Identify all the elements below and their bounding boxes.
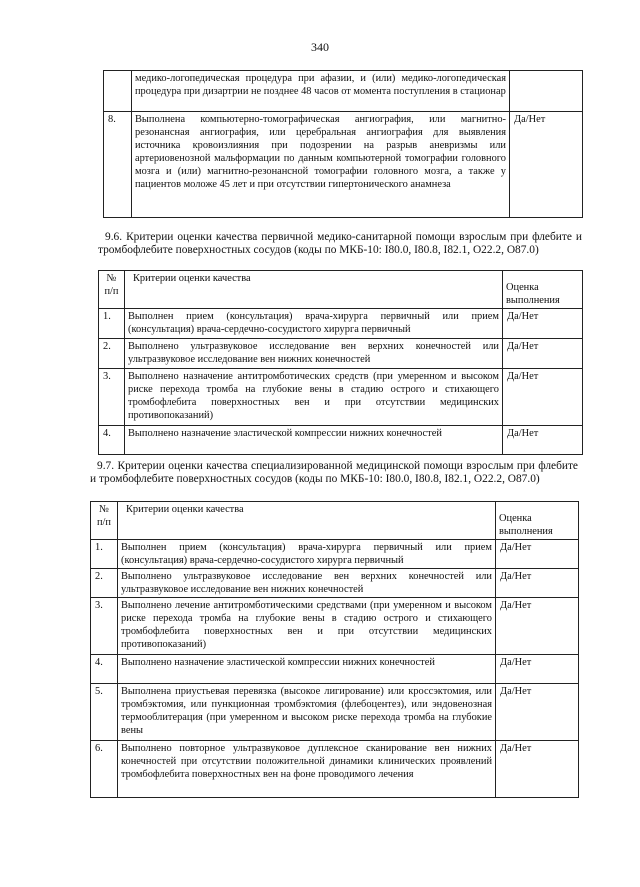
table-row	[104, 71, 583, 112]
header-number: № п/п	[91, 502, 118, 540]
table-header-row	[99, 271, 583, 309]
row-number: 1.	[99, 309, 125, 339]
row-number: 1.	[91, 540, 118, 569]
answer-cell: Да/Нет	[496, 598, 579, 655]
criteria-table-9-7	[90, 501, 579, 798]
criterion-text: Выполнена компьютерно-томографическая ангиография, или магнитно-резонансная ангиография, или церебральная ангиография для выявления источника кровоизлияния при подозрении на разрыв аневризмы или артериовенозной мальформации по данным компьютерной томографии головного мозга и (или) магнитно-резонансной томографии головного мозга, а также у пациентов моложе 45 лет и при отсутствии гипертонического анамнеза	[132, 112, 510, 218]
table-row	[91, 598, 579, 655]
table-row	[91, 540, 579, 569]
answer-cell: Да/Нет	[496, 684, 579, 741]
criterion-text: Выполнено ультразвуковое исследование вен верхних конечностей или ультразвуковое исследование вен нижних конечностей	[118, 569, 496, 598]
header-number: № п/п	[99, 271, 125, 309]
row-number: 5.	[91, 684, 118, 741]
row-number: 4.	[99, 426, 125, 455]
table-row	[91, 655, 579, 684]
header-answer: Оценка выполнения	[496, 502, 579, 540]
answer-cell: Да/Нет	[503, 426, 583, 455]
answer-cell: Да/Нет	[496, 655, 579, 684]
criterion-text: Выполнен прием (консультация) врача-хирурга первичный или прием (консультация) врача-сердечно-сосудистого хирурга первичный	[125, 309, 503, 339]
answer-cell: Да/Нет	[510, 112, 583, 218]
row-number: 6.	[91, 741, 118, 798]
table-row	[91, 741, 579, 798]
section-caption-9-6: 9.6. Критерии оценки качества первичной медико-санитарной помощи взрослым при флебите и тромбофлебите поверхностных сосудов (коды по МКБ-10: I80.0, I80.8, I82.1, O22.2, O87.0)	[98, 231, 582, 256]
criteria-table-continued	[103, 70, 583, 218]
answer-cell: Да/Нет	[496, 569, 579, 598]
answer-cell: Да/Нет	[503, 339, 583, 369]
header-criterion: Критерии оценки качества	[118, 502, 496, 540]
table-row	[104, 112, 583, 218]
page-number: 340	[311, 40, 329, 54]
criterion-text: Выполнен прием (консультация) врача-хирурга первичный или прием (консультация) врача-сердечно-сосудистого хирурга первичный	[118, 540, 496, 569]
table-row	[99, 369, 583, 426]
table-row	[91, 569, 579, 598]
criteria-table-9-6	[98, 270, 583, 455]
table-header-row	[91, 502, 579, 540]
header-criterion: Критерии оценки качества	[125, 271, 503, 309]
criterion-text: Выполнено назначение эластической компрессии нижних конечностей	[125, 426, 503, 455]
answer-cell: Да/Нет	[496, 540, 579, 569]
answer-cell: Да/Нет	[503, 369, 583, 426]
table-row	[91, 684, 579, 741]
criterion-text: Выполнена приустьевая перевязка (высокое лигирование) или кроссэктомия, или тромбэктомия, или пункционная тромбэктомия (флебоцентез), или эндовенозная термооблитерация (при умеренном и высоком риске перехода тромба на глубокие вены	[118, 684, 496, 741]
answer-cell: Да/Нет	[503, 309, 583, 339]
row-number: 3.	[91, 598, 118, 655]
row-number: 3.	[99, 369, 125, 426]
table-row	[99, 309, 583, 339]
criterion-text: Выполнено назначение эластической компрессии нижних конечностей	[118, 655, 496, 684]
header-answer: Оценка выполнения	[503, 271, 583, 309]
answer-cell	[510, 71, 583, 112]
table-row	[99, 339, 583, 369]
row-number: 2.	[91, 569, 118, 598]
row-number: 8.	[104, 112, 132, 218]
answer-cell: Да/Нет	[496, 741, 579, 798]
section-caption-9-7: 9.7. Критерии оценки качества специализированной медицинской помощи взрослым при флебите и тромбофлебите поверхностных сосудов (коды по МКБ-10: I80.0, I80.8, I82.1, O22.2, O87.0)	[90, 460, 578, 485]
table-row	[99, 426, 583, 455]
row-number	[104, 71, 132, 112]
criterion-text: Выполнено ультразвуковое исследование вен верхних конечностей или ультразвуковое исследование вен нижних конечностей	[125, 339, 503, 369]
criterion-text: Выполнено назначение антитромботических средств (при умеренном и высоком риске перехода тромба на глубокие вены в стадию острого и стихающего тромбофлебита поверхностных вен и при отсутствии медицинских противопоказаний)	[125, 369, 503, 426]
row-number: 4.	[91, 655, 118, 684]
criterion-text: Выполнено повторное ультразвуковое дуплексное сканирование вен нижних конечностей при отсутствии положительной динамики клинических проявлений тромбофлебита поверхностных вен на фоне проводимого лечения	[118, 741, 496, 798]
criterion-text: медико-логопедическая процедура при афазии, и (или) медико-логопедическая процедура при дизартрии не позднее 48 часов от момента поступления в стационар	[132, 71, 510, 112]
row-number: 2.	[99, 339, 125, 369]
criterion-text: Выполнено лечение антитромботическими средствами (при умеренном и высоком риске перехода тромба на глубокие вены в стадию острого и стихающего тромбофлебита поверхностных вен и при отсутствии медицинских противопоказаний)	[118, 598, 496, 655]
